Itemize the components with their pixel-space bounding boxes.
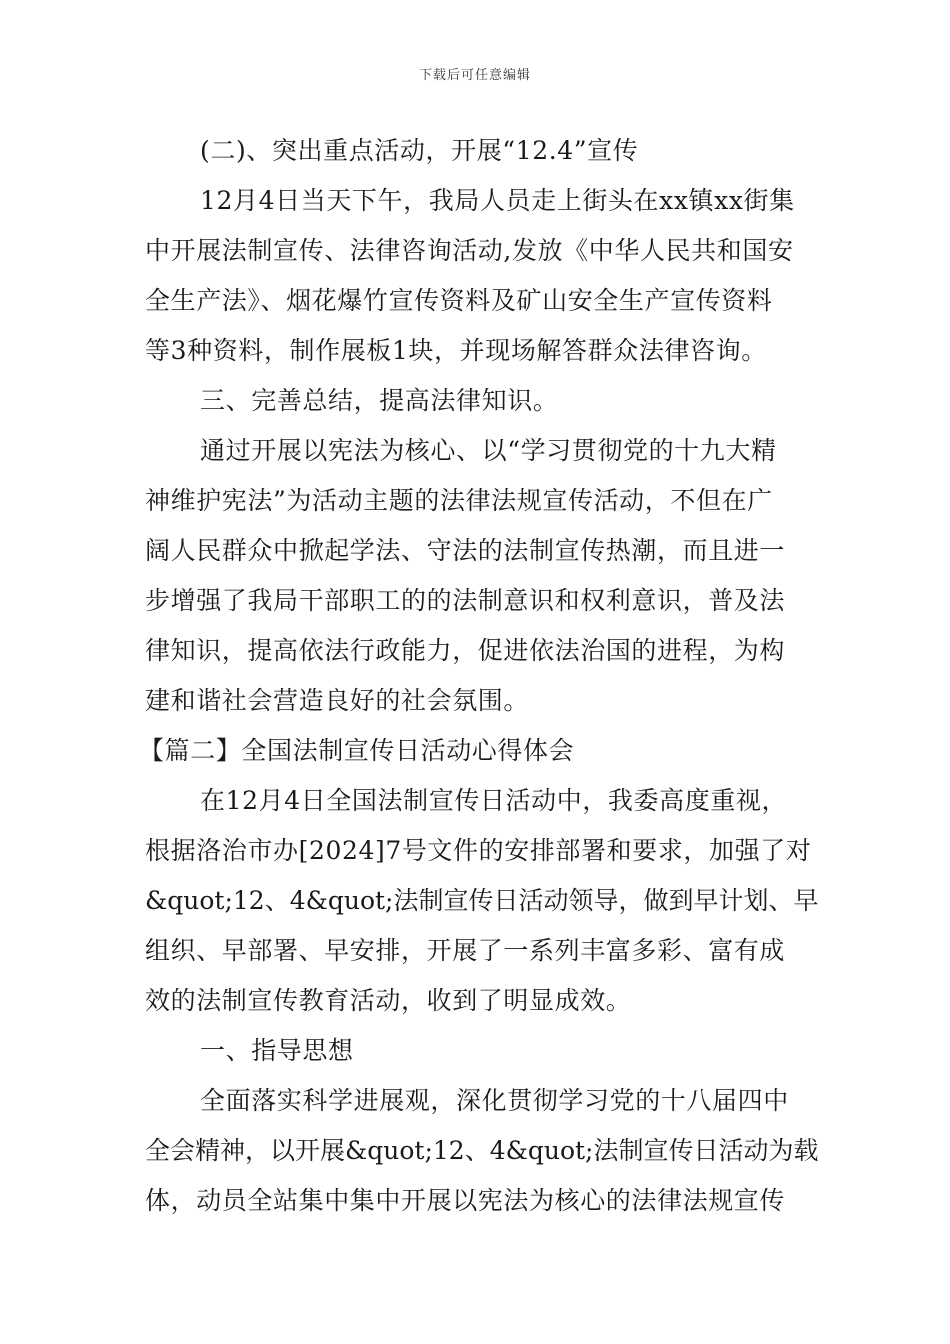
paragraph-line: 效的法制宣传教育活动，收到了明显成效。 (145, 986, 632, 1015)
paragraph-line: &quot;12、4&quot;法制宣传日活动领导，做到早计划、早 (145, 886, 819, 915)
article-title: 【篇二】全国法制宣传日活动心得体会 (139, 736, 575, 765)
paragraph-line: 全面落实科学进展观，深化贯彻学习党的十八届四中 (200, 1086, 789, 1115)
paragraph-line: 建和谐社会营造良好的社会氛围。 (145, 686, 530, 715)
paragraph-line: 步增强了我局干部职工的的法制意识和权利意识，普及法 (145, 586, 786, 615)
paragraph-line: 神维护宪法”为活动主题的法律法规宣传活动，不但在广 (145, 486, 773, 515)
paragraph-line: 阔人民群众中掀起学法、守法的法制宣传热潮，而且进一 (145, 536, 786, 565)
paragraph-line: 律知识，提高依法行政能力，促进依法治国的进程，为构 (145, 636, 786, 665)
section-heading: (二)、突出重点活动，开展“12.4”宣传 (200, 136, 639, 165)
paragraph-line: 全生产法》、烟花爆竹宣传资料及矿山安全生产宣传资料 (145, 286, 773, 315)
paragraph-line: 中开展法制宣传、法律咨询活动,发放《中华人民共和国安 (145, 236, 794, 265)
paragraph-line: 根据洛治市办[2024]7号文件的安排部署和要求，加强了对 (145, 836, 812, 865)
paragraph-line: 在12月4日全国法制宣传日活动中，我委高度重视， (200, 786, 788, 815)
section-heading: 三、完善总结，提高法律知识。 (200, 386, 559, 415)
paragraph-line: 12月4日当天下午，我局人员走上街头在xx镇xx街集 (200, 186, 795, 215)
page-header: 下载后可任意编辑 (418, 68, 531, 83)
paragraph-line: 等3种资料，制作展板1块，并现场解答群众法律咨询。 (145, 336, 767, 365)
section-heading: 一、指导思想 (200, 1036, 354, 1065)
document-body (139, 126, 819, 1226)
paragraph-line: 通过开展以宪法为核心、以“学习贯彻党的十九大精 (200, 436, 777, 465)
paragraph-line: 组织、早部署、早安排，开展了一系列丰富多彩、富有成 (145, 936, 786, 965)
paragraph-line: 全会精神，以开展&quot;12、4&quot;法制宣传日活动为载 (145, 1136, 819, 1165)
paragraph-line: 体，动员全站集中集中开展以宪法为核心的法律法规宣传 (145, 1186, 786, 1215)
